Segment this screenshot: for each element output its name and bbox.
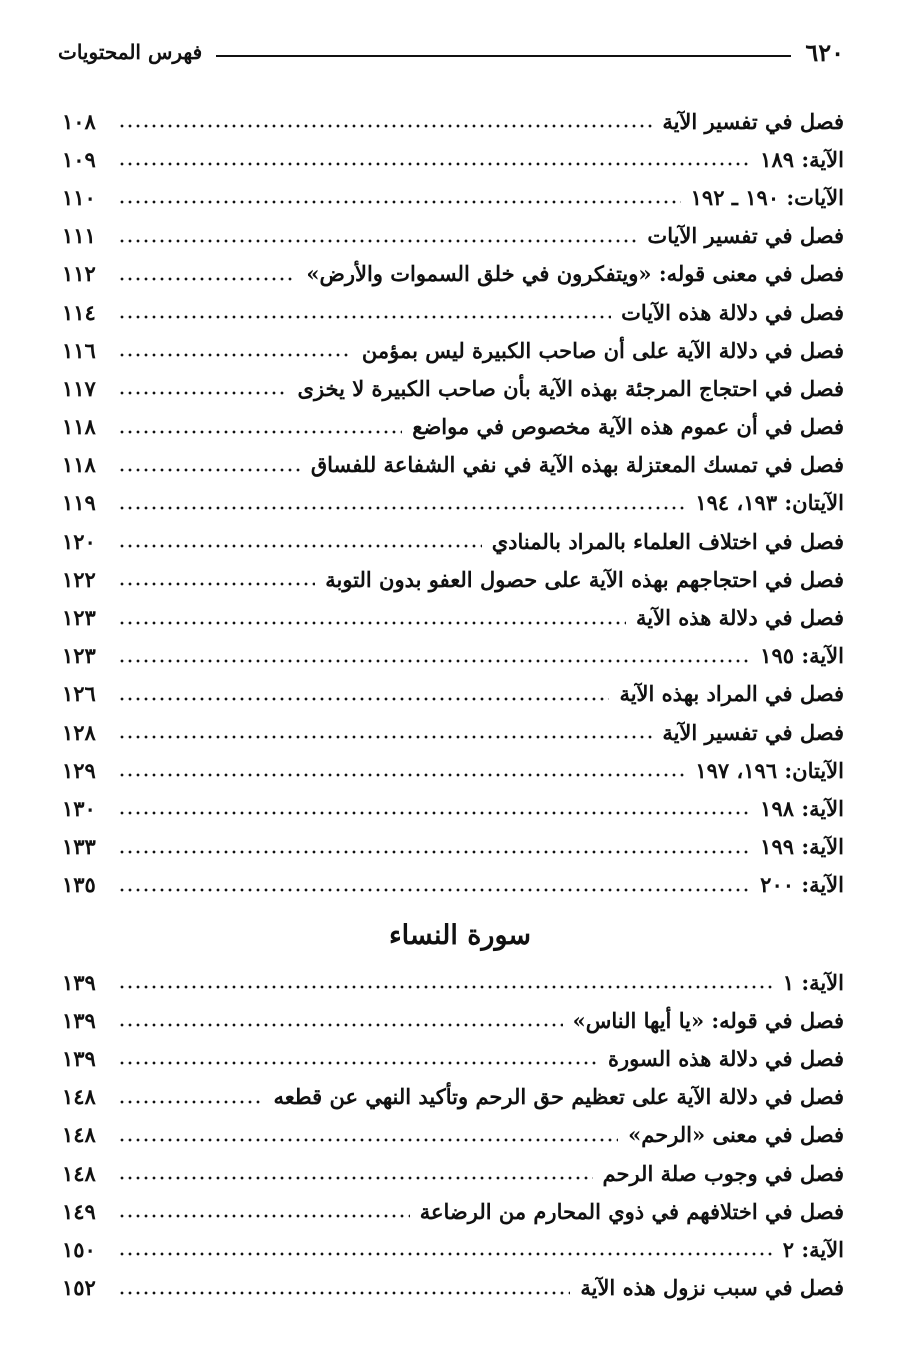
dot-leader [118,887,750,893]
dot-leader [118,505,685,511]
toc-entry-title: فصل في تفسير الآية [662,719,844,745]
toc-entry-page: ١٣٩ [62,1045,96,1071]
dot-leader [118,1022,563,1028]
dot-leader [118,429,402,435]
toc-entry-page: ١٣٩ [62,969,96,995]
toc-entry-page: ١٣٩ [62,1007,96,1033]
dot-leader [118,352,352,358]
header-rule [216,55,791,57]
dot-leader [118,238,637,244]
toc-entry-title: فصل في دلالة هذه الآيات [621,299,844,325]
dot-leader [118,620,626,626]
toc-entry-title: فصل في اختلاف العلماء بالمراد بالمنادي [491,528,844,554]
dot-leader [118,772,685,778]
toc-entry[interactable] [62,178,844,216]
toc-entry-page: ١١٨ [62,452,96,478]
toc-entry-title: فصل في دلالة الآية على تعظيم حق الرحم وتأكيد النهي عن قطعه [273,1084,844,1110]
toc-entry[interactable] [62,1116,844,1154]
toc-entry-page: ١٤٨ [62,1160,96,1186]
toc-entry-title: فصل في احتجاجهم بهذه الآية على حصول العفو بدون التوبة [325,566,844,592]
toc-entry-title: الآية: ٢ [782,1236,844,1262]
toc-entry[interactable] [62,217,844,255]
toc-entry-title: فصل في دلالة الآية على أن صاحب الكبيرة ليس بمؤمن [361,337,844,363]
dot-leader [118,1251,773,1257]
toc-entry-page: ١١٨ [62,414,96,440]
toc-entry-title: فصل في قوله: «يا أيها الناس» [572,1007,844,1033]
page-header [58,34,844,70]
dot-leader [118,314,611,320]
toc-entry[interactable] [62,369,844,407]
toc-entry-page: ١١٩ [62,490,96,516]
toc-entry-page: ١١١ [62,223,96,249]
toc-entry-title: فصل في تفسير الآيات [647,223,844,249]
toc-entry[interactable] [62,1039,844,1077]
dot-leader [118,161,750,167]
toc-entry[interactable] [62,408,844,446]
toc-entry[interactable] [62,255,844,293]
toc-entry-title: الآية: ١ [782,969,844,995]
toc-entry[interactable] [62,1192,844,1230]
toc-entry-title: الآية: ١٨٩ [760,146,844,172]
surah-heading: سورة النساء [388,920,532,951]
toc-entry[interactable] [62,675,844,713]
toc-entry[interactable] [62,598,844,636]
dot-leader [118,581,315,587]
toc-entry-page: ١٢٩ [62,757,96,783]
toc-entry[interactable] [62,446,844,484]
dot-leader [118,734,652,740]
toc-entry-page: ١٣٣ [62,834,96,860]
toc-entry-page: ١٣٥ [62,872,96,898]
toc-entry-page: ١٢٠ [62,528,96,554]
toc-entry[interactable] [62,828,844,866]
toc-entry-page: ١٢٢ [62,566,96,592]
toc-entry-title: الآيات: ١٩٠ ـ ١٩٢ [690,184,844,210]
dot-leader [118,1290,570,1296]
dot-leader [118,199,681,205]
toc-entry[interactable] [62,1078,844,1116]
toc-entry-page: ١١٦ [62,337,96,363]
dot-leader [118,1175,593,1181]
toc-entry-page: ١٤٨ [62,1084,96,1110]
dot-leader [118,543,482,549]
toc-entry-page: ١٥٢ [62,1275,96,1301]
toc-entry[interactable] [62,751,844,789]
toc-entry-title: فصل في دلالة هذه الآية [636,605,844,631]
dot-leader [118,467,301,473]
toc-entry-page: ١٢٦ [62,681,96,707]
toc-entry-title: فصل في المراد بهذه الآية [619,681,844,707]
toc-entry[interactable] [62,102,844,140]
dot-leader [118,390,288,396]
toc-entry-page: ١١٢ [62,261,96,287]
toc-entry[interactable] [62,484,844,522]
toc-entry-title: الآية: ١٩٥ [760,643,844,669]
toc-entry[interactable] [62,789,844,827]
running-title: فهرس المحتويات [58,40,203,64]
toc-entry[interactable] [62,1001,844,1039]
toc-entry-title: الآية: ٢٠٠ [760,872,844,898]
toc-entry-page: ١٤٨ [62,1122,96,1148]
toc-entry-page: ١١٤ [62,299,96,325]
toc-entry-page: ١١٠ [62,184,96,210]
toc-entry[interactable] [62,140,844,178]
toc-entry-title: فصل في احتجاج المرجئة بهذه الآية بأن صاحب الكبيرة لا يخزى [297,375,844,401]
toc-entry-title: فصل في سبب نزول هذه الآية [580,1275,844,1301]
toc-entry-page: ١٣٠ [62,795,96,821]
toc-entry[interactable] [62,866,844,904]
toc-entry-page: ١٠٨ [62,108,96,134]
dot-leader [118,984,773,990]
toc-entry-title: الآية: ١٩٨ [760,795,844,821]
toc-entry-page: ١٠٩ [62,146,96,172]
toc-entry-page: ١٥٠ [62,1236,96,1262]
toc-entry-title: فصل في أن عموم هذه الآية مخصوص في مواضع [412,414,844,440]
dot-leader [118,1137,618,1143]
toc-entry-page: ١٢٣ [62,643,96,669]
toc-entry[interactable] [62,522,844,560]
toc-entry-title: الآيتان: ١٩٣، ١٩٤ [695,490,844,516]
toc-entry[interactable] [62,1269,844,1307]
toc-entry-page: ١٤٩ [62,1198,96,1224]
toc-entry-title: الآية: ١٩٩ [760,834,844,860]
toc-entry-title: فصل في اختلافهم في ذوي المحارم من الرضاعة [419,1198,844,1224]
toc-entry[interactable] [62,637,844,675]
toc-entry[interactable] [62,293,844,331]
toc-entry-title: فصل في تمسك المعتزلة بهذه الآية في نفي الشفاعة للفساق [310,452,844,478]
toc-entry-title: فصل في تفسير الآية [662,108,844,134]
dot-leader [118,810,750,816]
dot-leader [118,123,652,129]
dot-leader [118,658,750,664]
dot-leader [118,1213,410,1219]
toc-list-section-1 [62,102,844,904]
toc-entry[interactable] [62,331,844,369]
toc-entry-page: ١١٧ [62,375,96,401]
toc-entry[interactable] [62,713,844,751]
dot-leader [118,696,609,702]
toc-entry-title: فصل في دلالة هذه السورة [608,1045,844,1071]
page-number: ٦٢٠ [805,37,844,67]
toc-entry-title: الآيتان: ١٩٦، ١٩٧ [695,757,844,783]
toc-entry-title: فصل في وجوب صلة الرحم [602,1160,844,1186]
dot-leader [118,1099,264,1105]
toc-entry-page: ١٢٨ [62,719,96,745]
toc-list-section-2 [62,963,844,1307]
toc-entry-page: ١٢٣ [62,605,96,631]
toc-entry[interactable] [62,560,844,598]
dot-leader [118,276,296,282]
toc-entry-title: فصل في معنى قوله: «ويتفكرون في خلق السموات والأرض» [306,261,844,287]
toc-entry[interactable] [62,1230,844,1268]
dot-leader [118,1060,598,1066]
toc-entry-title: فصل في معنى «الرحم» [628,1122,844,1148]
toc-entry[interactable] [62,963,844,1001]
dot-leader [118,849,750,855]
toc-entry[interactable] [62,1154,844,1192]
